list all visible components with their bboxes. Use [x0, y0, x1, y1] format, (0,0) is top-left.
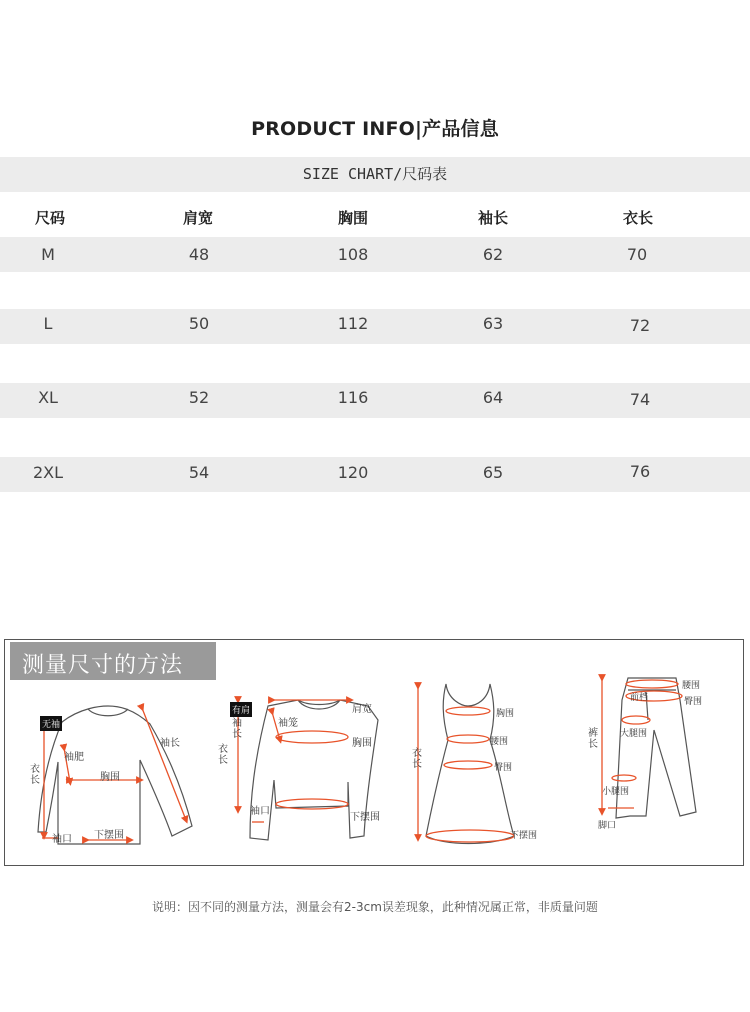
size-chart-title: SIZE CHART/尺码表: [0, 157, 750, 192]
shirt-armhole-label: 袖笼: [278, 718, 298, 729]
sweater-sleeve-label: 袖长: [160, 738, 180, 749]
table-cell: 64: [482, 388, 504, 407]
table-cell: 120: [337, 463, 369, 482]
table-cell: 62: [482, 245, 504, 264]
table-cell: M: [41, 245, 55, 264]
sweater-hem-label: 下摆围: [94, 830, 124, 841]
measurement-title: 测量尺寸的方法: [22, 653, 184, 678]
page-title: PRODUCT INFO|产品信息: [251, 118, 499, 140]
table-cell: 116: [337, 388, 369, 407]
table-cell: 72: [629, 316, 651, 335]
pants-waist-label: 腰围: [682, 681, 701, 691]
table-cell: 108: [337, 245, 369, 264]
table-cell: 54: [188, 463, 210, 482]
dress-hem-label: 下摆围: [510, 831, 538, 841]
measurement-note: 说明：因不同的测量方法，测量会有2-3cm误差现象，此种情况属正常，非质量问题: [152, 900, 598, 914]
shirt-length-label: 衣长: [218, 744, 228, 766]
table-cell: 112: [337, 314, 369, 333]
dress-waist-label: 腰围: [490, 737, 509, 747]
pants-thigh-label: 大腿围: [620, 729, 648, 739]
sweater-cuff-label: 袖口: [52, 834, 72, 845]
pants-hip-label: 臀围: [684, 697, 703, 707]
dress-length-label: 衣长: [412, 748, 422, 770]
table-cell: 2XL: [32, 463, 64, 482]
shirt-chest-label: 胸围: [352, 738, 372, 749]
pants-length-label: 裤长: [588, 728, 598, 750]
shirt-cuff-label: 袖口: [250, 806, 270, 817]
table-cell: 76: [629, 462, 651, 481]
sweater-armhole-label: 袖肥: [64, 752, 84, 763]
pants-front-rise-label: 前档: [630, 693, 649, 703]
table-cell: 63: [482, 314, 504, 333]
sweater-tag: 无袖: [40, 716, 62, 731]
table-cell: 52: [188, 388, 210, 407]
header-shoulder: 肩宽: [182, 209, 213, 227]
shirt-hem-label: 下摆围: [350, 812, 380, 823]
table-cell: 65: [482, 463, 504, 482]
shirt-shoulder-label: 肩宽: [352, 704, 372, 715]
table-cell: L: [43, 314, 53, 333]
sweater-length-label: 衣长: [30, 764, 40, 786]
pants-calf-label: 小腿围: [602, 787, 630, 797]
header-chest: 胸围: [337, 209, 368, 227]
header-size: 尺码: [34, 209, 65, 227]
pants-foot-label: 脚口: [598, 821, 617, 831]
header-sleeve: 袖长: [477, 209, 508, 227]
shirt-tag: 有肩: [230, 702, 252, 717]
sweater-chest-label: 胸围: [100, 772, 120, 783]
table-cell: 70: [626, 245, 648, 264]
table-cell: 74: [629, 390, 651, 409]
shirt-sleeve-label: 袖长: [232, 718, 242, 740]
dress-hip-label: 臀围: [494, 763, 513, 773]
table-cell: 48: [188, 245, 210, 264]
table-cell: 50: [188, 314, 210, 333]
header-length: 衣长: [622, 209, 653, 227]
dress-chest-label: 胸围: [496, 709, 515, 719]
table-cell: XL: [38, 388, 58, 407]
